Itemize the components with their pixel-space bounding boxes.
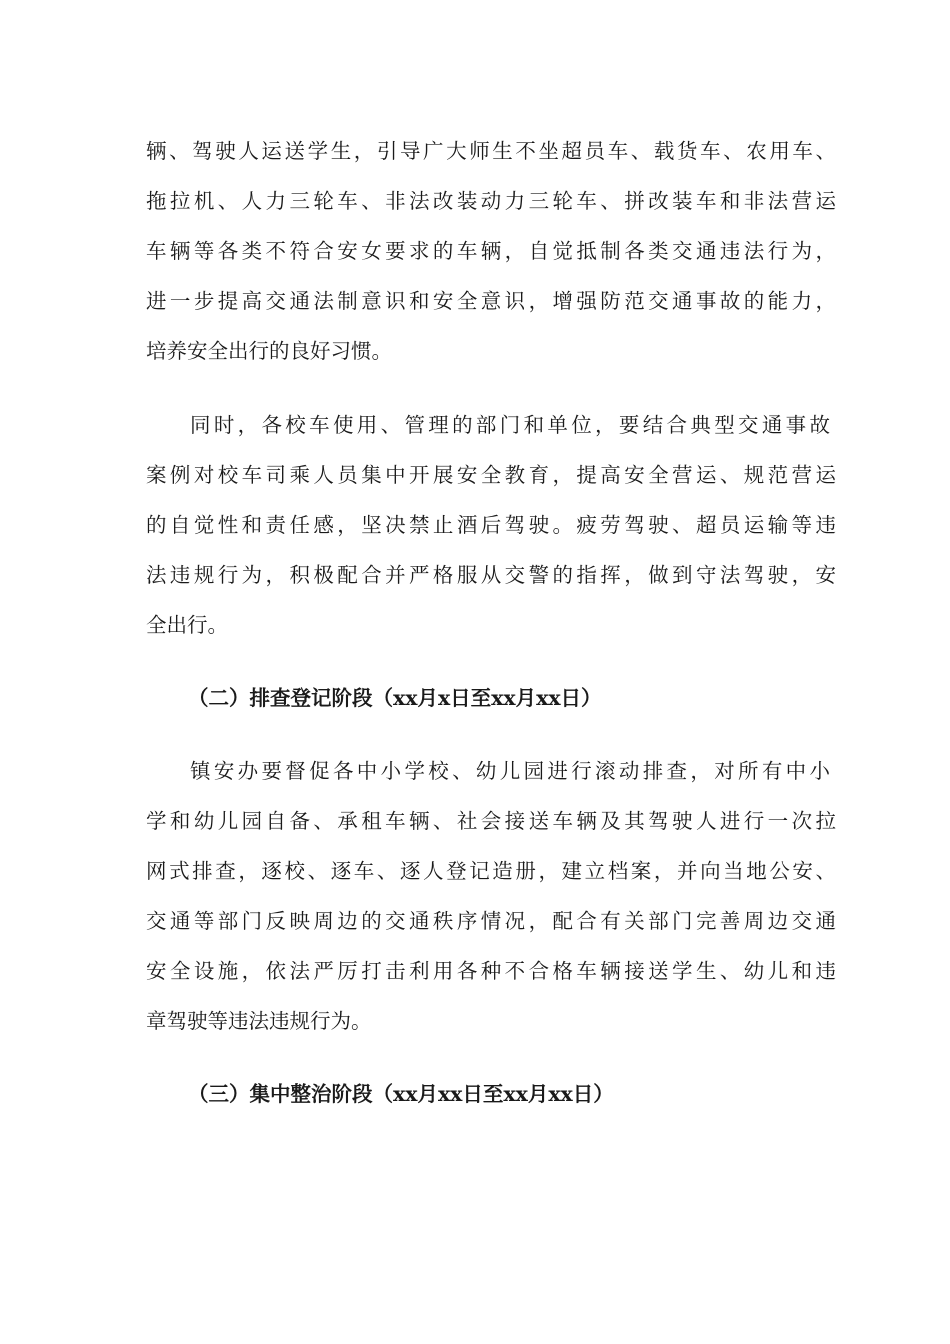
- text-line: 培养安全出行的良好习惯。: [146, 339, 392, 363]
- text-line: 的自觉性和责任感，坚决禁止酒后驾驶。疲劳驾驶、超员运输等违: [146, 513, 836, 537]
- text-line: 学和幼儿园自备、承租车辆、社会接送车辆及其驾驶人进行一次拉: [146, 809, 836, 833]
- section-heading: （三）集中整治阶段（xx月xx日至xx月xx日）: [188, 1082, 614, 1106]
- text-line: 案例对校车司乘人员集中开展安全教育，提高安全营运、规范营运: [146, 463, 836, 487]
- text-line: 同时，各校车使用、管理的部门和单位，要结合典型交通事故: [190, 413, 830, 437]
- text-line: 安全设施，依法严厉打击利用各种不合格车辆接送学生、幼儿和违: [146, 959, 836, 983]
- text-line: 进一步提高交通法制意识和安全意识，增强防范交通事故的能力，: [146, 289, 836, 313]
- text-line: 全出行。: [146, 613, 228, 637]
- text-line: 网式排查，逐校、逐车、逐人登记造册，建立档案，并向当地公安、: [146, 859, 836, 883]
- text-line: 镇安办要督促各中小学校、幼儿园进行滚动排查，对所有中小: [190, 759, 830, 783]
- text-line: 章驾驶等违法违规行为。: [146, 1009, 372, 1033]
- text-line: 交通等部门反映周边的交通秩序情况，配合有关部门完善周边交通: [146, 909, 836, 933]
- text-line: 法违规行为，积极配合并严格服从交警的指挥，做到守法驾驶，安: [146, 563, 836, 587]
- text-line: 辆、驾驶人运送学生，引导广大师生不坐超员车、载货车、农用车、: [146, 139, 836, 163]
- section-heading: （二）排查登记阶段（xx月x日至xx月xx日）: [188, 686, 602, 710]
- text-line: 车辆等各类不符合安女要求的车辆，自觉抵制各类交通违法行为，: [146, 239, 836, 263]
- text-line: 拖拉机、人力三轮车、非法改装动力三轮车、拼改装车和非法营运: [146, 189, 836, 213]
